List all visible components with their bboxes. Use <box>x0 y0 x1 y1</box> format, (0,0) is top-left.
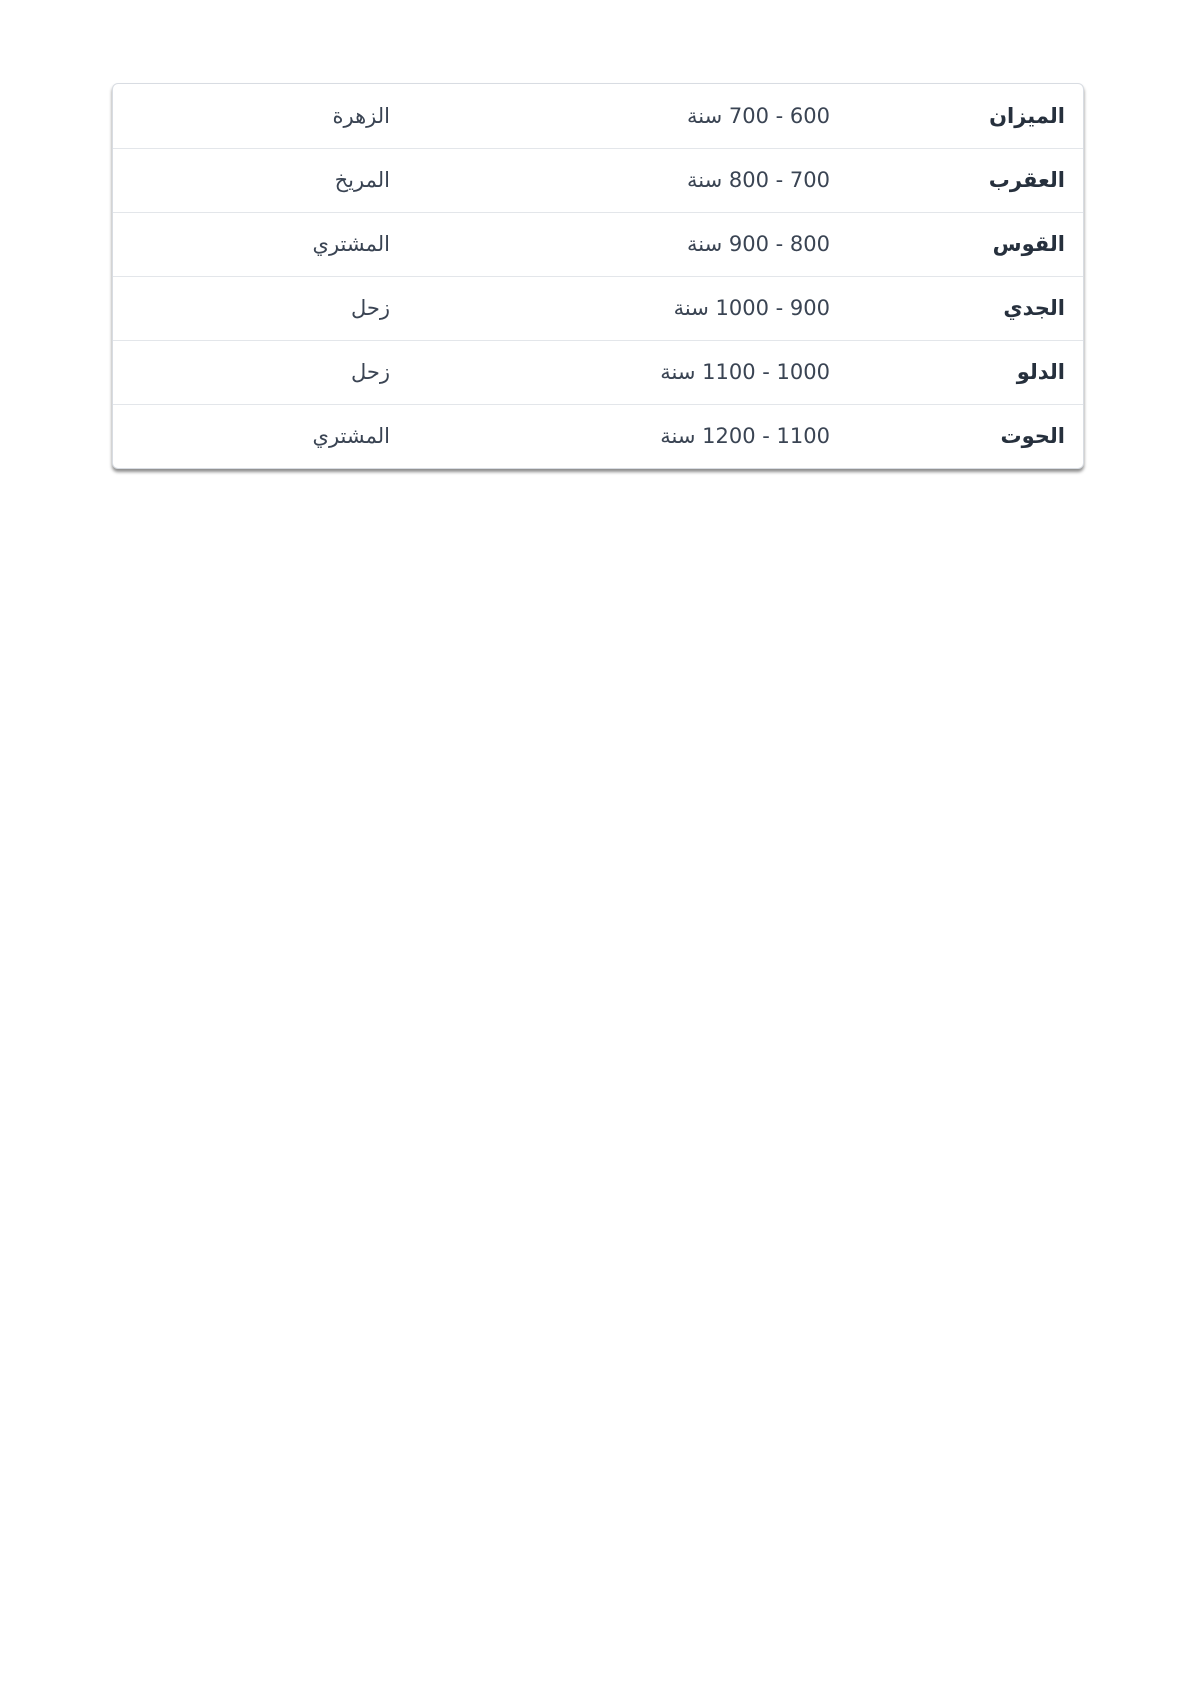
period-cell: 700 - 800 سنة <box>390 148 830 212</box>
period-cell: 800 - 900 سنة <box>390 212 830 276</box>
planet-cell <box>113 84 390 148</box>
period-cell: 1100 - 1200 سنة <box>390 404 830 468</box>
planet-text: المريخ <box>334 168 390 192</box>
planet-text: الزهرة <box>332 103 390 128</box>
sign-cell: الجدي <box>830 276 1083 340</box>
planet-text: زحل <box>350 360 390 384</box>
sign-cell: القوس <box>830 212 1083 276</box>
table-row <box>113 276 1083 340</box>
table-row <box>113 212 1083 276</box>
period-cell: 600 - 700 سنة <box>687 103 830 128</box>
planet-cell <box>113 404 390 468</box>
table-row <box>113 404 1083 468</box>
planet-cell <box>113 276 390 340</box>
planet-text: المشتري <box>312 424 390 449</box>
zodiac-table <box>113 84 1083 468</box>
sign-cell: العقرب <box>830 148 1083 212</box>
planet-text: المشتري <box>312 232 390 256</box>
sign-cell: الدلو <box>830 340 1083 404</box>
period-cell: 1000 - 1100 سنة <box>390 340 830 404</box>
planet-cell <box>113 212 390 276</box>
planet-text: زحل <box>350 296 390 320</box>
planet-cell <box>113 148 390 212</box>
table-row <box>113 340 1083 404</box>
period-cell: 900 - 1000 سنة <box>390 276 830 340</box>
zodiac-table-card <box>112 83 1084 469</box>
table-row <box>113 84 1083 148</box>
table-row <box>113 148 1083 212</box>
planet-cell <box>113 340 390 404</box>
sign-cell: الحوت <box>830 404 1083 468</box>
sign-cell: الميزان <box>989 103 1065 128</box>
